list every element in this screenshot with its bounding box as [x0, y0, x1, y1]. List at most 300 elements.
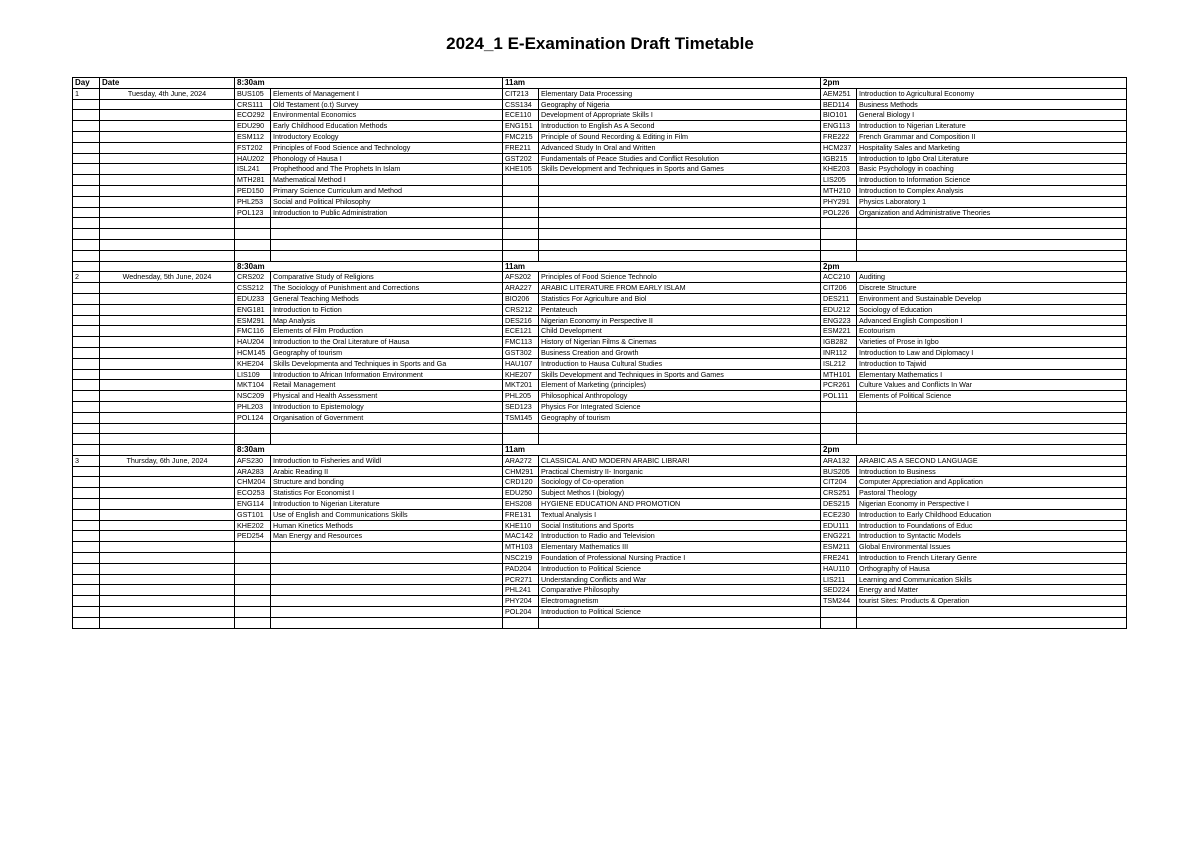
course-code: MTH210: [821, 185, 857, 196]
course-title: Social Institutions and Sports: [539, 520, 821, 531]
course-title: Organisation of Government: [271, 412, 503, 423]
course-code: DES211: [821, 293, 857, 304]
course-code: MTH101: [821, 369, 857, 380]
course-title: Understanding Conflicts and War: [539, 574, 821, 585]
course-title: Retail Management: [271, 380, 503, 391]
course-title: Comparative Philosophy: [539, 585, 821, 596]
course-code: FRE241: [821, 553, 857, 564]
empty-cell: [100, 488, 235, 499]
course-title: Geography of Nigeria: [539, 99, 821, 110]
course-title: [539, 434, 821, 445]
course-code: [821, 607, 857, 618]
day-number: 1: [73, 88, 100, 99]
course-code: ARA227: [503, 283, 539, 294]
course-title: Pastoral Theology: [857, 488, 1127, 499]
course-title: History of Nigerian Films & Cinemas: [539, 337, 821, 348]
table-row: [73, 110, 1127, 121]
course-title: Auditing: [857, 272, 1127, 283]
course-code: [235, 218, 271, 229]
empty-cell: [100, 304, 235, 315]
course-title: [857, 607, 1127, 618]
course-title: Discrete Structure: [857, 283, 1127, 294]
table-row: [73, 563, 1127, 574]
empty-cell: [73, 229, 100, 240]
empty-cell: [100, 239, 235, 250]
course-code: MTH103: [503, 542, 539, 553]
empty-cell: [73, 207, 100, 218]
course-code: AFS202: [503, 272, 539, 283]
course-code: ENG181: [235, 304, 271, 315]
table-row: [73, 607, 1127, 618]
course-code: CHM204: [235, 477, 271, 488]
course-code: ARA272: [503, 455, 539, 466]
course-title: Introduction to Public Administration: [271, 207, 503, 218]
day-number: 3: [73, 455, 100, 466]
course-code: POL226: [821, 207, 857, 218]
course-title: Global Environmental Issues: [857, 542, 1127, 553]
table-row: [73, 466, 1127, 477]
course-title: [271, 423, 503, 434]
empty-cell: [100, 509, 235, 520]
course-code: [821, 434, 857, 445]
slot-time-afternoon: 2pm: [821, 78, 1127, 89]
slot-time-morning: 8:30am: [235, 445, 503, 456]
empty-cell: [100, 380, 235, 391]
course-title: [857, 250, 1127, 261]
course-title: Statistics For Agriculture and Biol: [539, 293, 821, 304]
empty-cell: [73, 185, 100, 196]
empty-cell: [100, 110, 235, 121]
course-title: [271, 563, 503, 574]
empty-cell: [73, 380, 100, 391]
timetable-body: [73, 78, 1127, 629]
course-code: KHE207: [503, 369, 539, 380]
course-code: AEM251: [821, 88, 857, 99]
course-title: Statistics For Economist I: [271, 488, 503, 499]
table-row: [73, 488, 1127, 499]
table-row: [73, 283, 1127, 294]
course-title: Arabic Reading II: [271, 466, 503, 477]
course-title: Fundamentals of Peace Studies and Conflict Resolution: [539, 153, 821, 164]
table-row: [73, 455, 1127, 466]
course-code: FRE222: [821, 131, 857, 142]
course-code: [235, 434, 271, 445]
empty-cell: [100, 358, 235, 369]
course-code: CRS212: [503, 304, 539, 315]
course-title: Old Testament (o.t) Survey: [271, 99, 503, 110]
course-code: [821, 401, 857, 412]
course-title: Prophethood and The Prophets In Islam: [271, 164, 503, 175]
course-title: Map Analysis: [271, 315, 503, 326]
course-code: ESM211: [821, 542, 857, 553]
course-code: ENG223: [821, 315, 857, 326]
course-title: Business Creation and Growth: [539, 347, 821, 358]
course-code: SED224: [821, 585, 857, 596]
table-row: [73, 239, 1127, 250]
course-code: PHL241: [503, 585, 539, 596]
course-title: Ecotourism: [857, 326, 1127, 337]
course-code: [821, 250, 857, 261]
course-code: ECE230: [821, 509, 857, 520]
empty-cell: [73, 99, 100, 110]
course-title: Advanced English Composition I: [857, 315, 1127, 326]
course-title: Elementary Mathematics I: [857, 369, 1127, 380]
empty-cell: [73, 261, 100, 272]
slot-time-midday: 11am: [503, 445, 821, 456]
course-code: ECO253: [235, 488, 271, 499]
empty-cell: [73, 293, 100, 304]
course-title: Philosophical Anthropology: [539, 391, 821, 402]
slot-time-morning: 8:30am: [235, 78, 503, 89]
empty-cell: [100, 585, 235, 596]
course-code: IGB215: [821, 153, 857, 164]
slot-header-row: [73, 78, 1127, 89]
course-title: Introduction to French Literary Genre: [857, 553, 1127, 564]
course-code: [503, 207, 539, 218]
day-column-header: Day: [73, 78, 100, 89]
empty-cell: [100, 185, 235, 196]
table-row: [73, 499, 1127, 510]
course-code: PHY204: [503, 596, 539, 607]
course-title: Introduction to Law and Diplomacy I: [857, 347, 1127, 358]
course-title: [539, 250, 821, 261]
course-title: Computer Appreciation and Application: [857, 477, 1127, 488]
course-code: [235, 585, 271, 596]
course-title: Geography of tourism: [539, 412, 821, 423]
course-title: Introduction to African Information Environment: [271, 369, 503, 380]
course-title: [271, 596, 503, 607]
course-code: FST202: [235, 142, 271, 153]
empty-cell: [73, 142, 100, 153]
course-title: Early Childhood Education Methods: [271, 121, 503, 132]
course-title: Hospitality Sales and Marketing: [857, 142, 1127, 153]
empty-cell: [73, 488, 100, 499]
empty-cell: [100, 153, 235, 164]
course-code: PHL205: [503, 391, 539, 402]
course-code: ECO292: [235, 110, 271, 121]
table-row: [73, 617, 1127, 628]
course-title: [857, 434, 1127, 445]
course-code: TSM244: [821, 596, 857, 607]
course-title: Phonology of Hausa I: [271, 153, 503, 164]
course-title: [271, 229, 503, 240]
course-code: PCR261: [821, 380, 857, 391]
empty-cell: [100, 218, 235, 229]
empty-cell: [73, 391, 100, 402]
date-column-header: Date: [100, 78, 235, 89]
course-title: [539, 207, 821, 218]
course-code: HCM145: [235, 347, 271, 358]
course-title: Organization and Administrative Theories: [857, 207, 1127, 218]
table-row: [73, 250, 1127, 261]
course-title: Principles of Food Science and Technology: [271, 142, 503, 153]
course-title: Elementary Data Processing: [539, 88, 821, 99]
course-code: KHE202: [235, 520, 271, 531]
course-title: Introduction to Information Science: [857, 175, 1127, 186]
table-row: [73, 164, 1127, 175]
course-title: [271, 434, 503, 445]
table-row: [73, 585, 1127, 596]
course-title: [271, 607, 503, 618]
table-row: [73, 185, 1127, 196]
table-row: [73, 520, 1127, 531]
course-title: Nigerian Economy in Perspective I: [857, 499, 1127, 510]
course-code: KHE204: [235, 358, 271, 369]
course-title: [857, 229, 1127, 240]
course-code: MKT201: [503, 380, 539, 391]
course-title: Pentateuch: [539, 304, 821, 315]
course-code: HCM237: [821, 142, 857, 153]
empty-cell: [100, 466, 235, 477]
course-title: Mathematical Method I: [271, 175, 503, 186]
course-code: CSS134: [503, 99, 539, 110]
course-title: Nigerian Economy in Perspective II: [539, 315, 821, 326]
empty-cell: [100, 99, 235, 110]
course-title: Social and Political Philosophy: [271, 196, 503, 207]
course-code: CRD120: [503, 477, 539, 488]
slot-time-morning: 8:30am: [235, 261, 503, 272]
course-code: CHM291: [503, 466, 539, 477]
table-row: [73, 99, 1127, 110]
empty-cell: [100, 337, 235, 348]
course-code: GST302: [503, 347, 539, 358]
course-title: [539, 423, 821, 434]
course-code: TSM145: [503, 412, 539, 423]
empty-cell: [73, 585, 100, 596]
course-code: ESM112: [235, 131, 271, 142]
empty-cell: [100, 596, 235, 607]
course-title: [271, 574, 503, 585]
empty-cell: [73, 369, 100, 380]
course-code: [821, 229, 857, 240]
course-title: Textual Analysis I: [539, 509, 821, 520]
course-title: Sociology of Co-operation: [539, 477, 821, 488]
course-code: KHE203: [821, 164, 857, 175]
empty-cell: [73, 445, 100, 456]
course-code: [235, 607, 271, 618]
course-code: ISL212: [821, 358, 857, 369]
course-code: [821, 218, 857, 229]
course-code: BUS205: [821, 466, 857, 477]
course-code: CIT204: [821, 477, 857, 488]
empty-cell: [100, 229, 235, 240]
course-code: DES216: [503, 315, 539, 326]
empty-cell: [73, 542, 100, 553]
course-code: KHE110: [503, 520, 539, 531]
course-title: The Sociology of Punishment and Corrections: [271, 283, 503, 294]
empty-cell: [100, 445, 235, 456]
table-row: [73, 196, 1127, 207]
course-code: [503, 175, 539, 186]
course-code: BIO206: [503, 293, 539, 304]
course-code: BED114: [821, 99, 857, 110]
course-title: Human Kinetics Methods: [271, 520, 503, 531]
course-title: [271, 250, 503, 261]
table-row: [73, 531, 1127, 542]
table-row: [73, 434, 1127, 445]
course-code: [235, 553, 271, 564]
empty-cell: [73, 250, 100, 261]
course-title: Element of Marketing (principles): [539, 380, 821, 391]
course-title: Physics Laboratory 1: [857, 196, 1127, 207]
course-code: HAU107: [503, 358, 539, 369]
course-code: [503, 617, 539, 628]
table-row: [73, 121, 1127, 132]
table-row: [73, 142, 1127, 153]
course-title: Introduction to Syntactic Models: [857, 531, 1127, 542]
course-code: ESM221: [821, 326, 857, 337]
course-title: Skills Development and Techniques in Sports and Games: [539, 369, 821, 380]
empty-cell: [100, 607, 235, 618]
empty-cell: [100, 553, 235, 564]
empty-cell: [100, 315, 235, 326]
course-code: BIO101: [821, 110, 857, 121]
course-code: PAD204: [503, 563, 539, 574]
course-title: Physics For Integrated Science: [539, 401, 821, 412]
empty-cell: [100, 542, 235, 553]
course-title: [539, 175, 821, 186]
course-title: Introduction to Radio and Television: [539, 531, 821, 542]
course-code: BUS105: [235, 88, 271, 99]
course-code: FRE211: [503, 142, 539, 153]
course-title: Introduction to Political Science: [539, 563, 821, 574]
course-title: HYGIENE EDUCATION AND PROMOTION: [539, 499, 821, 510]
course-code: INR112: [821, 347, 857, 358]
course-title: ARABIC LITERATURE FROM EARLY ISLAM: [539, 283, 821, 294]
empty-cell: [100, 250, 235, 261]
course-code: [235, 250, 271, 261]
course-code: [235, 542, 271, 553]
course-code: [821, 412, 857, 423]
empty-cell: [73, 283, 100, 294]
course-title: Man Energy and Resources: [271, 531, 503, 542]
course-title: Introduction to Complex Analysis: [857, 185, 1127, 196]
course-code: EDU250: [503, 488, 539, 499]
empty-cell: [100, 563, 235, 574]
course-code: [821, 617, 857, 628]
course-title: Elements of Film Production: [271, 326, 503, 337]
table-row: [73, 153, 1127, 164]
course-title: Subject Methos I (biology): [539, 488, 821, 499]
empty-cell: [100, 164, 235, 175]
empty-cell: [73, 175, 100, 186]
course-code: HAU202: [235, 153, 271, 164]
course-title: Introduction to Nigerian Literature: [271, 499, 503, 510]
course-code: [503, 218, 539, 229]
table-row: [73, 272, 1127, 283]
course-code: NSC219: [503, 553, 539, 564]
course-code: [503, 250, 539, 261]
course-title: Comparative Study of Religions: [271, 272, 503, 283]
empty-cell: [73, 434, 100, 445]
table-row: [73, 358, 1127, 369]
course-title: tourist Sites: Products & Operation: [857, 596, 1127, 607]
empty-cell: [73, 358, 100, 369]
course-code: [503, 196, 539, 207]
course-title: Introduction to Agricultural Economy: [857, 88, 1127, 99]
course-code: ECE121: [503, 326, 539, 337]
table-row: [73, 326, 1127, 337]
empty-cell: [100, 391, 235, 402]
course-code: [235, 239, 271, 250]
course-title: Electromagnetism: [539, 596, 821, 607]
table-row: [73, 477, 1127, 488]
course-code: [821, 423, 857, 434]
course-title: Sociology of Education: [857, 304, 1127, 315]
course-title: [271, 617, 503, 628]
empty-cell: [100, 499, 235, 510]
course-code: KHE105: [503, 164, 539, 175]
empty-cell: [73, 401, 100, 412]
course-title: Introduction to Early Childhood Education: [857, 509, 1127, 520]
course-title: Skills Development and Techniques in Sports and Games: [539, 164, 821, 175]
course-code: FMC215: [503, 131, 539, 142]
slot-time-midday: 11am: [503, 78, 821, 89]
course-title: Introduction to the Oral Literature of Hausa: [271, 337, 503, 348]
empty-cell: [73, 326, 100, 337]
course-title: Advanced Study In Oral and Written: [539, 142, 821, 153]
table-row: [73, 401, 1127, 412]
course-title: Child Development: [539, 326, 821, 337]
course-title: Introduction to Business: [857, 466, 1127, 477]
course-title: [857, 239, 1127, 250]
course-code: PHL253: [235, 196, 271, 207]
course-code: [503, 239, 539, 250]
course-code: CRS251: [821, 488, 857, 499]
course-title: Structure and bonding: [271, 477, 503, 488]
table-row: [73, 412, 1127, 423]
empty-cell: [73, 196, 100, 207]
empty-cell: [100, 434, 235, 445]
course-code: SED123: [503, 401, 539, 412]
exam-date: Wednesday, 5th June, 2024: [100, 272, 235, 283]
course-code: [235, 617, 271, 628]
course-title: Geography of tourism: [271, 347, 503, 358]
slot-time-midday: 11am: [503, 261, 821, 272]
course-title: Introduction to Foundations of Educ: [857, 520, 1127, 531]
course-code: CRS111: [235, 99, 271, 110]
empty-cell: [73, 520, 100, 531]
course-code: [503, 434, 539, 445]
exam-date: Thursday, 6th June, 2024: [100, 455, 235, 466]
slot-time-afternoon: 2pm: [821, 261, 1127, 272]
course-code: [235, 229, 271, 240]
course-code: EDU212: [821, 304, 857, 315]
course-title: Introduction to Epistemology: [271, 401, 503, 412]
table-row: [73, 293, 1127, 304]
slot-header-row: [73, 261, 1127, 272]
course-title: Environment and Sustainable Develop: [857, 293, 1127, 304]
page-title: 2024_1 E-Examination Draft Timetable: [446, 34, 754, 53]
empty-cell: [100, 142, 235, 153]
empty-cell: [100, 617, 235, 628]
course-code: CIT213: [503, 88, 539, 99]
course-title: [539, 239, 821, 250]
empty-cell: [73, 553, 100, 564]
course-title: Elements of Management I: [271, 88, 503, 99]
course-title: Learning and Communication Skills: [857, 574, 1127, 585]
table-row: [73, 175, 1127, 186]
course-code: PED254: [235, 531, 271, 542]
course-code: GST101: [235, 509, 271, 520]
course-code: [503, 185, 539, 196]
empty-cell: [100, 369, 235, 380]
course-code: LIS205: [821, 175, 857, 186]
empty-cell: [100, 293, 235, 304]
table-row: [73, 391, 1127, 402]
course-code: [503, 229, 539, 240]
course-title: Introductory Ecology: [271, 131, 503, 142]
